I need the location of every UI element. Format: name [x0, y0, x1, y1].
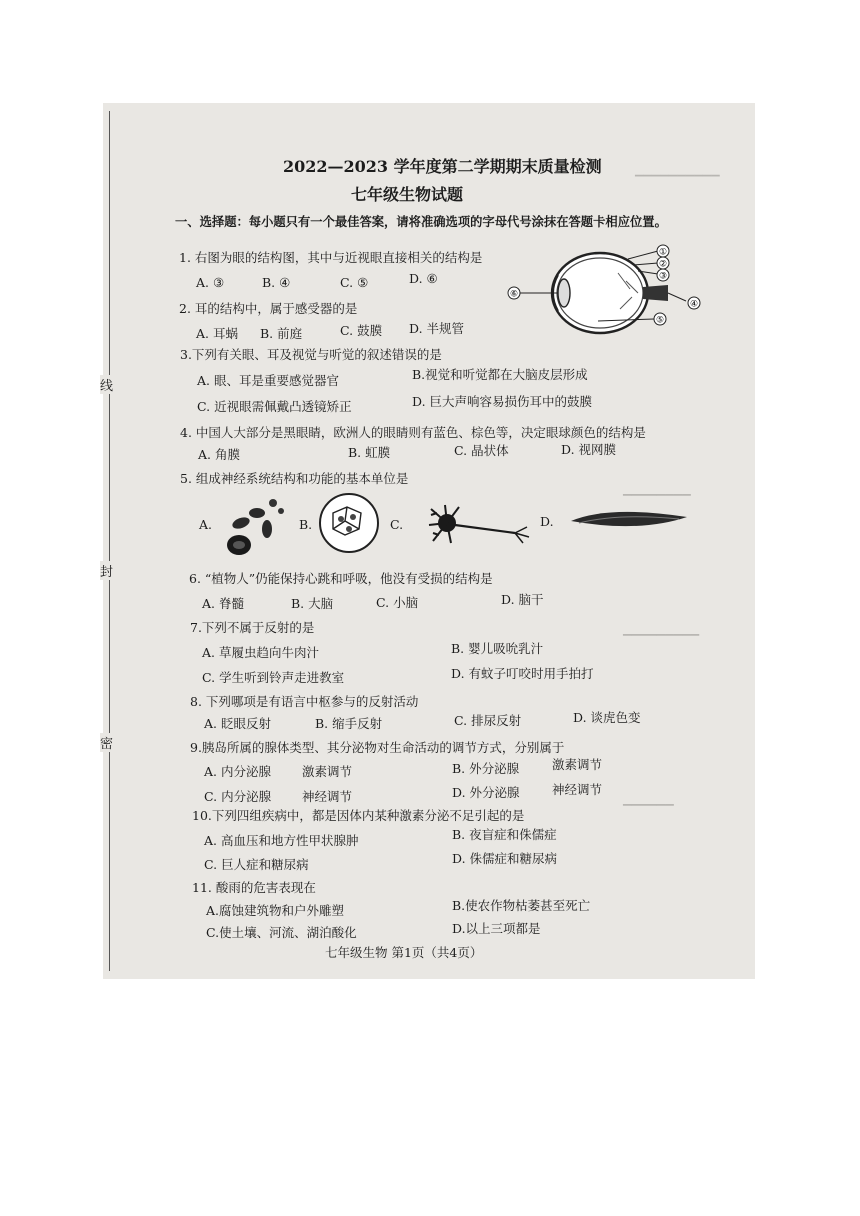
option: A. 内分泌腺	[204, 764, 271, 779]
option: A. 角膜	[198, 447, 240, 462]
question-stem: 7.下列不属于反射的是	[190, 620, 315, 635]
question-stem: 8. 下列哪项是有语言中枢参与的反射活动	[190, 694, 419, 709]
exam-subtitle: 七年级生物试题	[351, 185, 464, 204]
option: A. 草履虫趋向牛肉汁	[202, 645, 319, 660]
binding-label-feng: 封	[100, 561, 113, 580]
eye-label-1: ①	[658, 247, 668, 258]
option: C.使土壤、河流、湖泊酸化	[206, 925, 357, 940]
option: C. 巨人症和糖尿病	[204, 857, 309, 872]
option: D.以上三项都是	[452, 921, 541, 936]
eye-label-3: ③	[658, 271, 668, 282]
option: B.使农作物枯萎甚至死亡	[452, 898, 591, 913]
option: A. 耳蜗	[196, 326, 238, 341]
option: A.	[199, 517, 213, 532]
option: B. 缩手反射	[315, 716, 383, 731]
neuron-image	[425, 501, 545, 549]
option: D. 巨大声响容易损伤耳中的鼓膜	[412, 394, 593, 409]
option: C. 小脑	[376, 595, 419, 610]
option: D. 谈虎色变	[573, 710, 641, 725]
option: C. 学生听到铃声走进教室	[202, 670, 345, 685]
plant-cells-image	[317, 491, 381, 555]
option: 神经调节	[552, 782, 603, 797]
option: C. 排尿反射	[454, 713, 522, 728]
option: D. 半规管	[409, 321, 465, 336]
question-stem: 2. 耳的结构中，属于感受器的是	[179, 301, 358, 316]
option: D. 视网膜	[561, 442, 617, 457]
question-stem: 4. 中国人大部分是黑眼睛，欧洲人的眼睛则有蓝色、棕色等，决定眼球颜色的结构是	[180, 425, 646, 440]
option: D. 脑干	[501, 592, 544, 607]
section-heading: 一、选择题：每小题只有一个最佳答案，请将准确选项的字母代号涂抹在答题卡相应位置。	[175, 214, 667, 229]
option: A. 眼、耳是重要感觉器官	[197, 373, 339, 388]
option: 激素调节	[552, 757, 603, 772]
option: C. 晶状体	[454, 443, 509, 458]
option: C.	[390, 517, 404, 532]
option: B. 前庭	[260, 326, 303, 341]
eye-label-4: ④	[689, 299, 699, 310]
option: D. 有蚊子叮咬时用手拍打	[451, 666, 594, 681]
question-stem: 3.下列有关眼、耳及视觉与听觉的叙述错误的是	[180, 347, 442, 362]
option: D.	[540, 514, 554, 529]
option: D. 外分泌腺	[452, 785, 520, 800]
option: A. ③	[196, 275, 225, 290]
question-stem: 5. 组成神经系统结构和功能的基本单位是	[180, 471, 409, 486]
red-blood-cells-image	[217, 491, 297, 561]
question-stem: 1. 右图为眼的结构图，其中与近视眼直接相关的结构是	[179, 250, 483, 265]
question-stem: 6. “植物人”仍能保持心跳和呼吸，他没有受损的结构是	[189, 571, 493, 586]
option: D. 侏儒症和糖尿病	[452, 851, 558, 866]
binding-label-mi: 密	[100, 733, 113, 752]
eye-label-2: ②	[658, 259, 668, 270]
option: B. 夜盲症和侏儒症	[452, 827, 557, 842]
question-stem: 9.胰岛所属的腺体类型、其分泌物对生命活动的调节方式，分别属于	[190, 740, 565, 755]
binding-label-xian: 线	[100, 375, 113, 394]
option: B. 外分泌腺	[452, 761, 520, 776]
option: A. 高血压和地方性甲状腺肿	[204, 833, 359, 848]
option: C. ⑤	[340, 275, 369, 290]
eye-label-5: ⑤	[655, 315, 665, 326]
eye-structure-diagram	[508, 241, 708, 341]
option: B. 大脑	[291, 596, 334, 611]
option: B. ④	[262, 275, 291, 290]
option: C. 近视眼需佩戴凸透镜矫正	[197, 399, 352, 414]
option: D. ⑥	[409, 271, 438, 286]
page-footer: 七年级生物 第1页（共4页）	[325, 945, 483, 960]
option: A. 眨眼反射	[204, 716, 271, 731]
question-stem: 10.下列四组疾病中，都是因体内某种激素分泌不足引起的是	[192, 808, 525, 823]
option: 神经调节	[302, 789, 353, 804]
option: B. 婴儿吸吮乳汁	[451, 641, 544, 656]
option: 激素调节	[302, 764, 353, 779]
option: A.腐蚀建筑物和户外雕塑	[206, 903, 345, 918]
question-stem: 11. 酸雨的危害表现在	[192, 880, 316, 895]
exam-sheet: 线 封 密 ▔▔▔▔▔▔▔▔▔▔ ▁▁▁▁▁▁▁▁ ▁▁▁▁▁▁▁▁▁ ▁▁▁▁▁▁ 2022—2023 学年度第二学期期末质量检测 七年级生物试题 一、选择题：每小题只有一个最佳答案，请将准确选项的字母代号涂抹在答题卡相应位置。 1. 右图为眼的结构图，其中与近视眼直接相关的结构是 A. ③ B. ④ C. ⑤ D. ⑥ ① ② ③ ④ ⑤ ⑥ 2. 耳的结构中，属于感受器的是 A. 耳蜗 B. 前庭 C. 鼓膜 D. 半规管 3.下列有关眼、耳及视觉与听觉的叙述错误的是 A. 眼、耳是重要感觉器官 B.视觉和听觉都在大脑皮层形成 C. 近视眼需佩戴凸透镜矫正 D. 巨大声响容易损伤耳中的鼓膜 4. 中国人大部分是黑眼睛，欧洲人的眼睛则有蓝色、棕色等，决定眼球颜色的结构是 A. 角膜 B. 虹膜 C. 晶状体 D. 视网膜 5. 组成神经系统结构和功能的基本单位是 A. B. C. D. 6. “植物人”仍能保持心跳和呼吸，他没有受损的结构是 A. 脊髓 B. 大脑 C. 小脑 D. 脑干 7.下列不属于反射的是 A. 草履虫趋向牛肉汁 B. 婴儿吸吮乳汁 C. 学生听到铃声走进教室 D. 有蚊子叮咬时用手拍打 8. 下列哪项是有语言中枢参与的反射活动 A. 眨眼反射 B. 缩手反射 C. 排尿反射 D. 谈虎色变 9.胰岛所属的腺体类型、其分泌物对生命活动的调节方式，分别属于 A. 内分泌腺 激素调节 B. 外分泌腺 激素调节 C. 内分泌腺 神经调节 D. 外分泌腺 神经调节 10.下列四组疾病中，都是因体内某种激素分泌不足引起的是 A. 高血压和地方性甲状腺肿 B. 夜盲症和侏儒症 C. 巨人症和糖尿病 D. 侏儒症和糖尿病 11. 酸雨的危害表现在 A.腐蚀建筑物和户外雕塑 B.使农作物枯萎甚至死亡 C.使土壤、河流、湖泊酸化 D.以上三项都是 七年级生物 第1页（共4页）	[103, 103, 755, 979]
exam-title: 2022—2023 学年度第二学期期末质量检测	[283, 157, 602, 176]
option: B. 虹膜	[348, 445, 391, 460]
binding-line	[109, 111, 110, 971]
option: B.视觉和听觉都在大脑皮层形成	[412, 367, 588, 382]
option: A. 脊髓	[202, 596, 244, 611]
eye-label-6: ⑥	[509, 289, 519, 300]
muscle-cells-image	[569, 503, 689, 537]
option: C. 内分泌腺	[204, 789, 272, 804]
option: C. 鼓膜	[340, 323, 383, 338]
option: B.	[299, 517, 313, 532]
